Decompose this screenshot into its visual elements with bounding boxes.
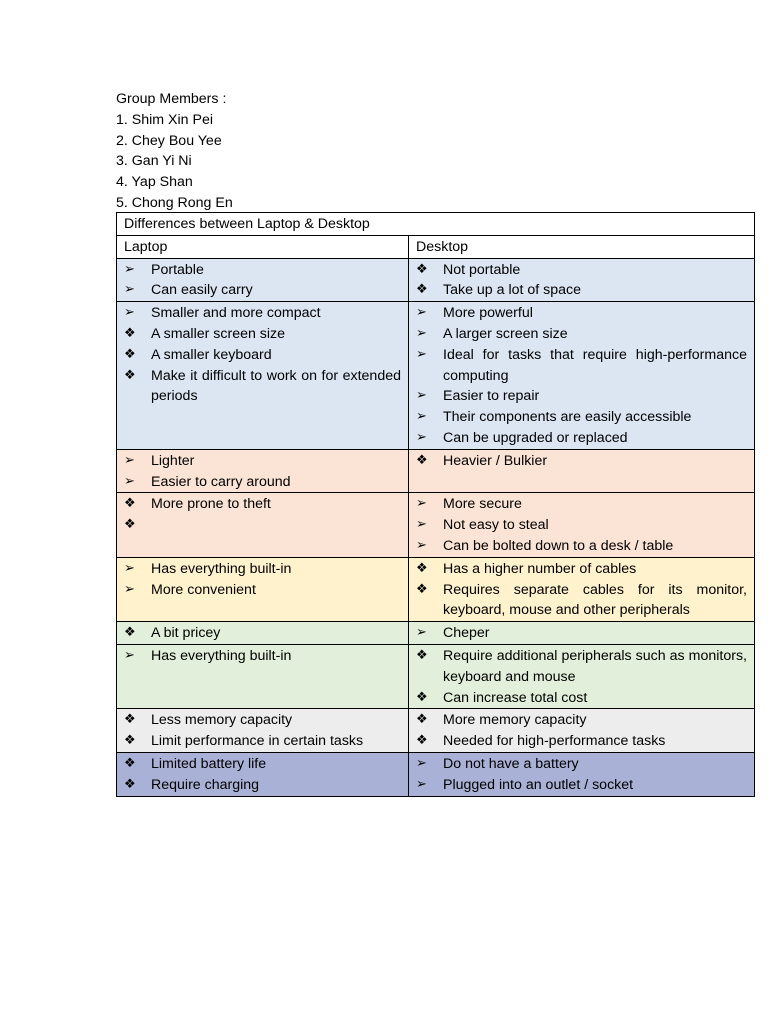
table-row — [117, 709, 755, 753]
list-item — [124, 451, 401, 472]
list-item — [416, 386, 747, 407]
member-2: 2. Chey Bou Yee — [116, 132, 222, 149]
desktop-cell — [409, 302, 755, 450]
desktop-cell — [409, 557, 755, 621]
laptop-cell — [117, 258, 409, 302]
diamond-bullet-icon: ❖ — [416, 689, 428, 705]
desktop-cell — [409, 258, 755, 302]
table-row — [117, 258, 755, 302]
list-item — [416, 324, 747, 345]
list-item — [124, 345, 401, 366]
group-members-heading: Group Members : — [116, 91, 227, 107]
table-title-row — [117, 213, 755, 236]
table-title: Differences between Laptop & Desktop — [117, 213, 755, 236]
diamond-bullet-icon: ❖ — [124, 346, 136, 362]
list-item-text: Less memory capacity — [151, 712, 293, 729]
diamond-bullet-icon: ❖ — [416, 452, 428, 468]
header-laptop: Laptop — [117, 235, 409, 258]
table-row — [117, 449, 755, 493]
list-item — [416, 260, 747, 281]
list-item — [124, 559, 401, 580]
diamond-bullet-icon: ❖ — [416, 647, 428, 663]
list-item-text: Requires separate cables for its monitor, keyboard, mouse and other peripherals — [443, 581, 747, 619]
list-item-text: Their components are easily accessible — [443, 409, 692, 426]
list-item-text: Can be upgraded or replaced — [443, 429, 628, 446]
table-row — [117, 302, 755, 450]
list-item-text: More convenient — [151, 581, 256, 598]
list-item-text: Do not have a battery — [443, 755, 579, 772]
list-item-text: Limited battery life — [151, 755, 267, 772]
list-item-text: Portable — [151, 261, 204, 278]
list-item — [124, 280, 401, 301]
list-item-text: Ideal for tasks that require high-performance computing — [443, 346, 747, 384]
list-item — [124, 494, 401, 515]
arrow-bullet-icon: ➢ — [124, 647, 135, 663]
list-item — [124, 623, 401, 644]
laptop-cell — [117, 493, 409, 557]
arrow-bullet-icon: ➢ — [124, 261, 135, 277]
list-item — [416, 345, 747, 387]
arrow-bullet-icon: ➢ — [416, 409, 427, 425]
list-item — [124, 324, 401, 345]
desktop-list — [416, 710, 747, 752]
list-item — [124, 710, 401, 731]
table-row — [117, 644, 755, 708]
diamond-bullet-icon: ❖ — [124, 496, 136, 512]
laptop-list — [124, 710, 401, 752]
table-row — [117, 622, 755, 645]
list-item-text: Make it difficult to work on for extended periods — [151, 367, 401, 405]
list-item-text: Has everything built-in — [151, 647, 292, 664]
list-item-text: Has everything built-in — [151, 560, 292, 577]
list-item-text: Lighter — [151, 452, 195, 469]
list-item-text: Has a higher number of cables — [443, 560, 637, 577]
desktop-list — [416, 303, 747, 449]
arrow-bullet-icon: ➢ — [124, 473, 135, 489]
list-item-text: More powerful — [443, 305, 533, 322]
diamond-bullet-icon: ❖ — [124, 367, 136, 383]
member-1: 1. Shim Xin Pei — [116, 111, 213, 128]
list-item — [416, 754, 747, 775]
list-item-text: Take up a lot of space — [443, 282, 582, 299]
arrow-bullet-icon: ➢ — [416, 325, 427, 341]
list-item — [416, 559, 747, 580]
list-item — [416, 280, 747, 301]
list-item — [124, 775, 401, 796]
diamond-bullet-icon: ❖ — [124, 755, 136, 771]
diamond-bullet-icon: ❖ — [416, 261, 428, 277]
list-item — [416, 536, 747, 557]
arrow-bullet-icon: ➢ — [416, 517, 427, 533]
list-item-text: A smaller keyboard — [151, 346, 272, 363]
list-item — [416, 688, 747, 709]
laptop-cell — [117, 302, 409, 450]
list-item-text: Not easy to steal — [443, 517, 549, 534]
list-item — [416, 731, 747, 752]
table-header-row — [117, 235, 755, 258]
desktop-list — [416, 494, 747, 556]
group-members-block — [116, 89, 233, 214]
table-row — [117, 493, 755, 557]
diamond-bullet-icon: ❖ — [416, 712, 428, 728]
list-item — [124, 754, 401, 775]
desktop-list — [416, 260, 747, 302]
diamond-bullet-icon: ❖ — [416, 581, 428, 597]
list-item-text: Smaller and more compact — [151, 305, 321, 322]
arrow-bullet-icon: ➢ — [416, 429, 427, 445]
arrow-bullet-icon: ➢ — [416, 625, 427, 641]
diamond-bullet-icon: ❖ — [124, 712, 136, 728]
list-item-text: More prone to theft — [151, 496, 271, 513]
list-item-text: Heavier / Bulkier — [443, 452, 548, 469]
desktop-list — [416, 646, 747, 708]
diamond-bullet-icon: ❖ — [416, 282, 428, 298]
list-item-text: Not portable — [443, 261, 521, 278]
list-item-text: Plugged into an outlet / socket — [443, 776, 634, 793]
list-item-text: Easier to carry around — [151, 473, 291, 490]
arrow-bullet-icon: ➢ — [124, 452, 135, 468]
list-item — [124, 303, 401, 324]
list-item — [416, 515, 747, 536]
list-item — [416, 451, 747, 472]
laptop-cell — [117, 557, 409, 621]
list-item-text: Can be bolted down to a desk / table — [443, 537, 674, 554]
arrow-bullet-icon: ➢ — [416, 755, 427, 771]
arrow-bullet-icon: ➢ — [124, 282, 135, 298]
list-item — [416, 494, 747, 515]
laptop-list — [124, 646, 401, 667]
list-item-text: Can easily carry — [151, 282, 253, 299]
list-item — [124, 731, 401, 752]
laptop-list — [124, 754, 401, 796]
list-item — [124, 366, 401, 408]
arrow-bullet-icon: ➢ — [124, 560, 135, 576]
laptop-cell — [117, 449, 409, 493]
arrow-bullet-icon: ➢ — [124, 581, 135, 597]
comparison-table — [116, 212, 755, 797]
diamond-bullet-icon: ❖ — [124, 517, 136, 533]
member-4: 4. Yap Shan — [116, 174, 193, 191]
desktop-list — [416, 559, 747, 621]
list-item — [416, 428, 747, 449]
list-item — [124, 260, 401, 281]
list-item-text: Require additional peripherals such as monitors, keyboard and mouse — [443, 647, 747, 685]
diamond-bullet-icon: ❖ — [124, 733, 136, 749]
desktop-cell — [409, 449, 755, 493]
arrow-bullet-icon: ➢ — [416, 496, 427, 512]
list-item-text: Require charging — [151, 776, 260, 793]
desktop-cell — [409, 644, 755, 708]
laptop-list — [124, 623, 401, 644]
arrow-bullet-icon: ➢ — [416, 388, 427, 404]
list-item — [124, 646, 401, 667]
list-item-text: Cheper — [443, 625, 490, 642]
desktop-list — [416, 451, 747, 472]
arrow-bullet-icon: ➢ — [416, 537, 427, 553]
list-item-text: Limit performance in certain tasks — [151, 733, 364, 750]
member-3: 3. Gan Yi Ni — [116, 153, 192, 170]
diamond-bullet-icon: ❖ — [416, 560, 428, 576]
header-desktop: Desktop — [409, 235, 755, 258]
arrow-bullet-icon: ➢ — [416, 776, 427, 792]
arrow-bullet-icon: ➢ — [416, 346, 427, 362]
laptop-list — [124, 494, 401, 536]
diamond-bullet-icon: ❖ — [416, 733, 428, 749]
list-item — [124, 515, 401, 536]
list-item — [416, 623, 747, 644]
list-item-text: More memory capacity — [443, 712, 587, 729]
list-item-text: A larger screen size — [443, 325, 568, 342]
list-item — [124, 472, 401, 493]
arrow-bullet-icon: ➢ — [416, 305, 427, 321]
arrow-bullet-icon: ➢ — [124, 305, 135, 321]
list-item — [416, 303, 747, 324]
list-item — [416, 710, 747, 731]
laptop-list — [124, 260, 401, 302]
diamond-bullet-icon: ❖ — [124, 325, 136, 341]
table-row — [117, 557, 755, 621]
list-item — [416, 646, 747, 688]
laptop-cell — [117, 752, 409, 796]
laptop-list — [124, 303, 401, 407]
list-item — [124, 580, 401, 601]
laptop-cell — [117, 709, 409, 753]
list-item-text: Needed for high-performance tasks — [443, 733, 666, 750]
desktop-cell — [409, 752, 755, 796]
list-item — [416, 407, 747, 428]
list-item-text: More secure — [443, 496, 522, 513]
diamond-bullet-icon: ❖ — [124, 625, 136, 641]
desktop-cell — [409, 493, 755, 557]
laptop-list — [124, 559, 401, 601]
table-row — [117, 752, 755, 796]
laptop-cell — [117, 622, 409, 645]
desktop-cell — [409, 622, 755, 645]
list-item-text: A bit pricey — [151, 625, 221, 642]
laptop-cell — [117, 644, 409, 708]
desktop-list — [416, 623, 747, 644]
list-item — [416, 580, 747, 622]
diamond-bullet-icon: ❖ — [124, 776, 136, 792]
list-item-text: A smaller screen size — [151, 325, 286, 342]
list-item-text: Easier to repair — [443, 388, 540, 405]
laptop-list — [124, 451, 401, 493]
desktop-list — [416, 754, 747, 796]
member-5: 5. Chong Rong En — [116, 194, 233, 211]
desktop-cell — [409, 709, 755, 753]
list-item-text: Can increase total cost — [443, 689, 588, 706]
list-item — [416, 775, 747, 796]
